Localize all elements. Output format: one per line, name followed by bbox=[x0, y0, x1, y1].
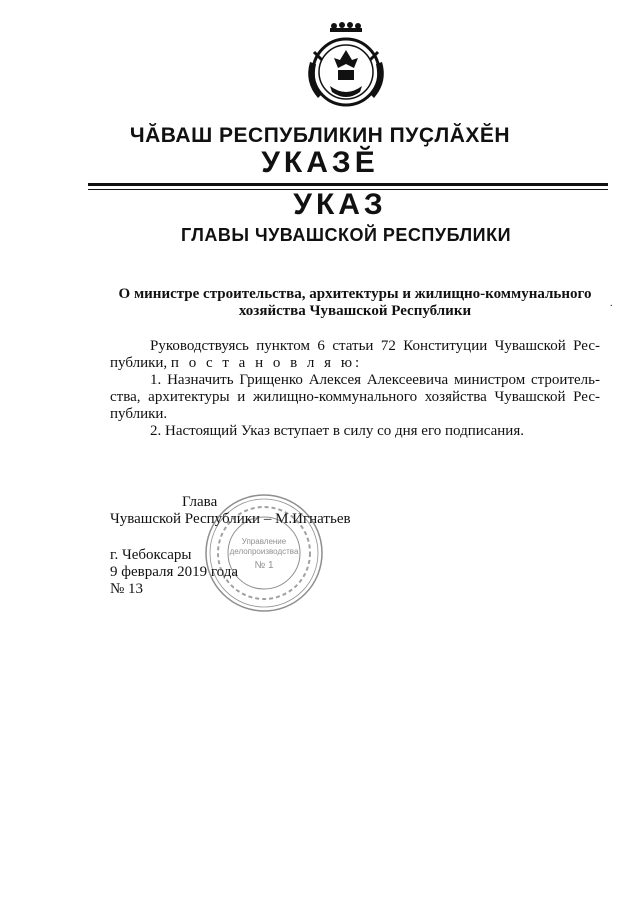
item-2: 2. Настоящий Указ вступает в силу со дня его подписания. bbox=[150, 423, 524, 439]
signature-dash: – bbox=[263, 511, 272, 527]
subject-line-2: хозяйства Чувашской Республики bbox=[238, 303, 472, 319]
official-seal-stamp bbox=[203, 492, 325, 614]
place-city: г. Чебоксары bbox=[110, 547, 192, 563]
chuvash-title: ЧĂВАШ РЕСПУБЛИКИН ПУҪЛĂХĔН bbox=[129, 124, 511, 147]
item-1: 1. Назначить Грищенко Алексея Алексеевича министром строительства, архитектуры и жилищно-коммунального хозяйства Чувашской Республики. bbox=[110, 372, 600, 422]
margin-mark: . bbox=[610, 298, 613, 309]
header-divider-thick bbox=[88, 183, 608, 186]
russian-head-title: ГЛАВЫ ЧУВАШСКОЙ РЕСПУБЛИКИ bbox=[180, 225, 512, 245]
decree-number: № 13 bbox=[110, 581, 144, 597]
chuvash-ukaz-heading: УКАЗĔ bbox=[261, 146, 379, 179]
decree-subject bbox=[110, 286, 600, 320]
signature-republic: Чувашской Республики bbox=[110, 511, 261, 527]
place-date: 9 февраля 2019 года bbox=[110, 564, 239, 580]
decree-body bbox=[110, 338, 600, 440]
seal-line-2: делопроизводства bbox=[229, 547, 299, 556]
seal-number: № 1 bbox=[254, 560, 274, 571]
signature-name: М.Игнатьев bbox=[275, 511, 351, 527]
seal-line-1: Управление bbox=[241, 537, 287, 546]
russian-ukaz-heading: УКАЗ bbox=[293, 188, 387, 221]
signature-title: Глава bbox=[182, 494, 218, 510]
intro-paragraph bbox=[110, 338, 600, 372]
decree-word: п о с т а н о в л я ю: bbox=[170, 355, 363, 371]
intro-text: Руководствуясь пунктом 6 статьи 72 Конституции Чувашской Республики, bbox=[110, 338, 600, 371]
subject-line-1: О министре строительства, архитектуры и жилищно-коммунального bbox=[118, 286, 592, 302]
coat-of-arms-emblem bbox=[300, 22, 392, 114]
